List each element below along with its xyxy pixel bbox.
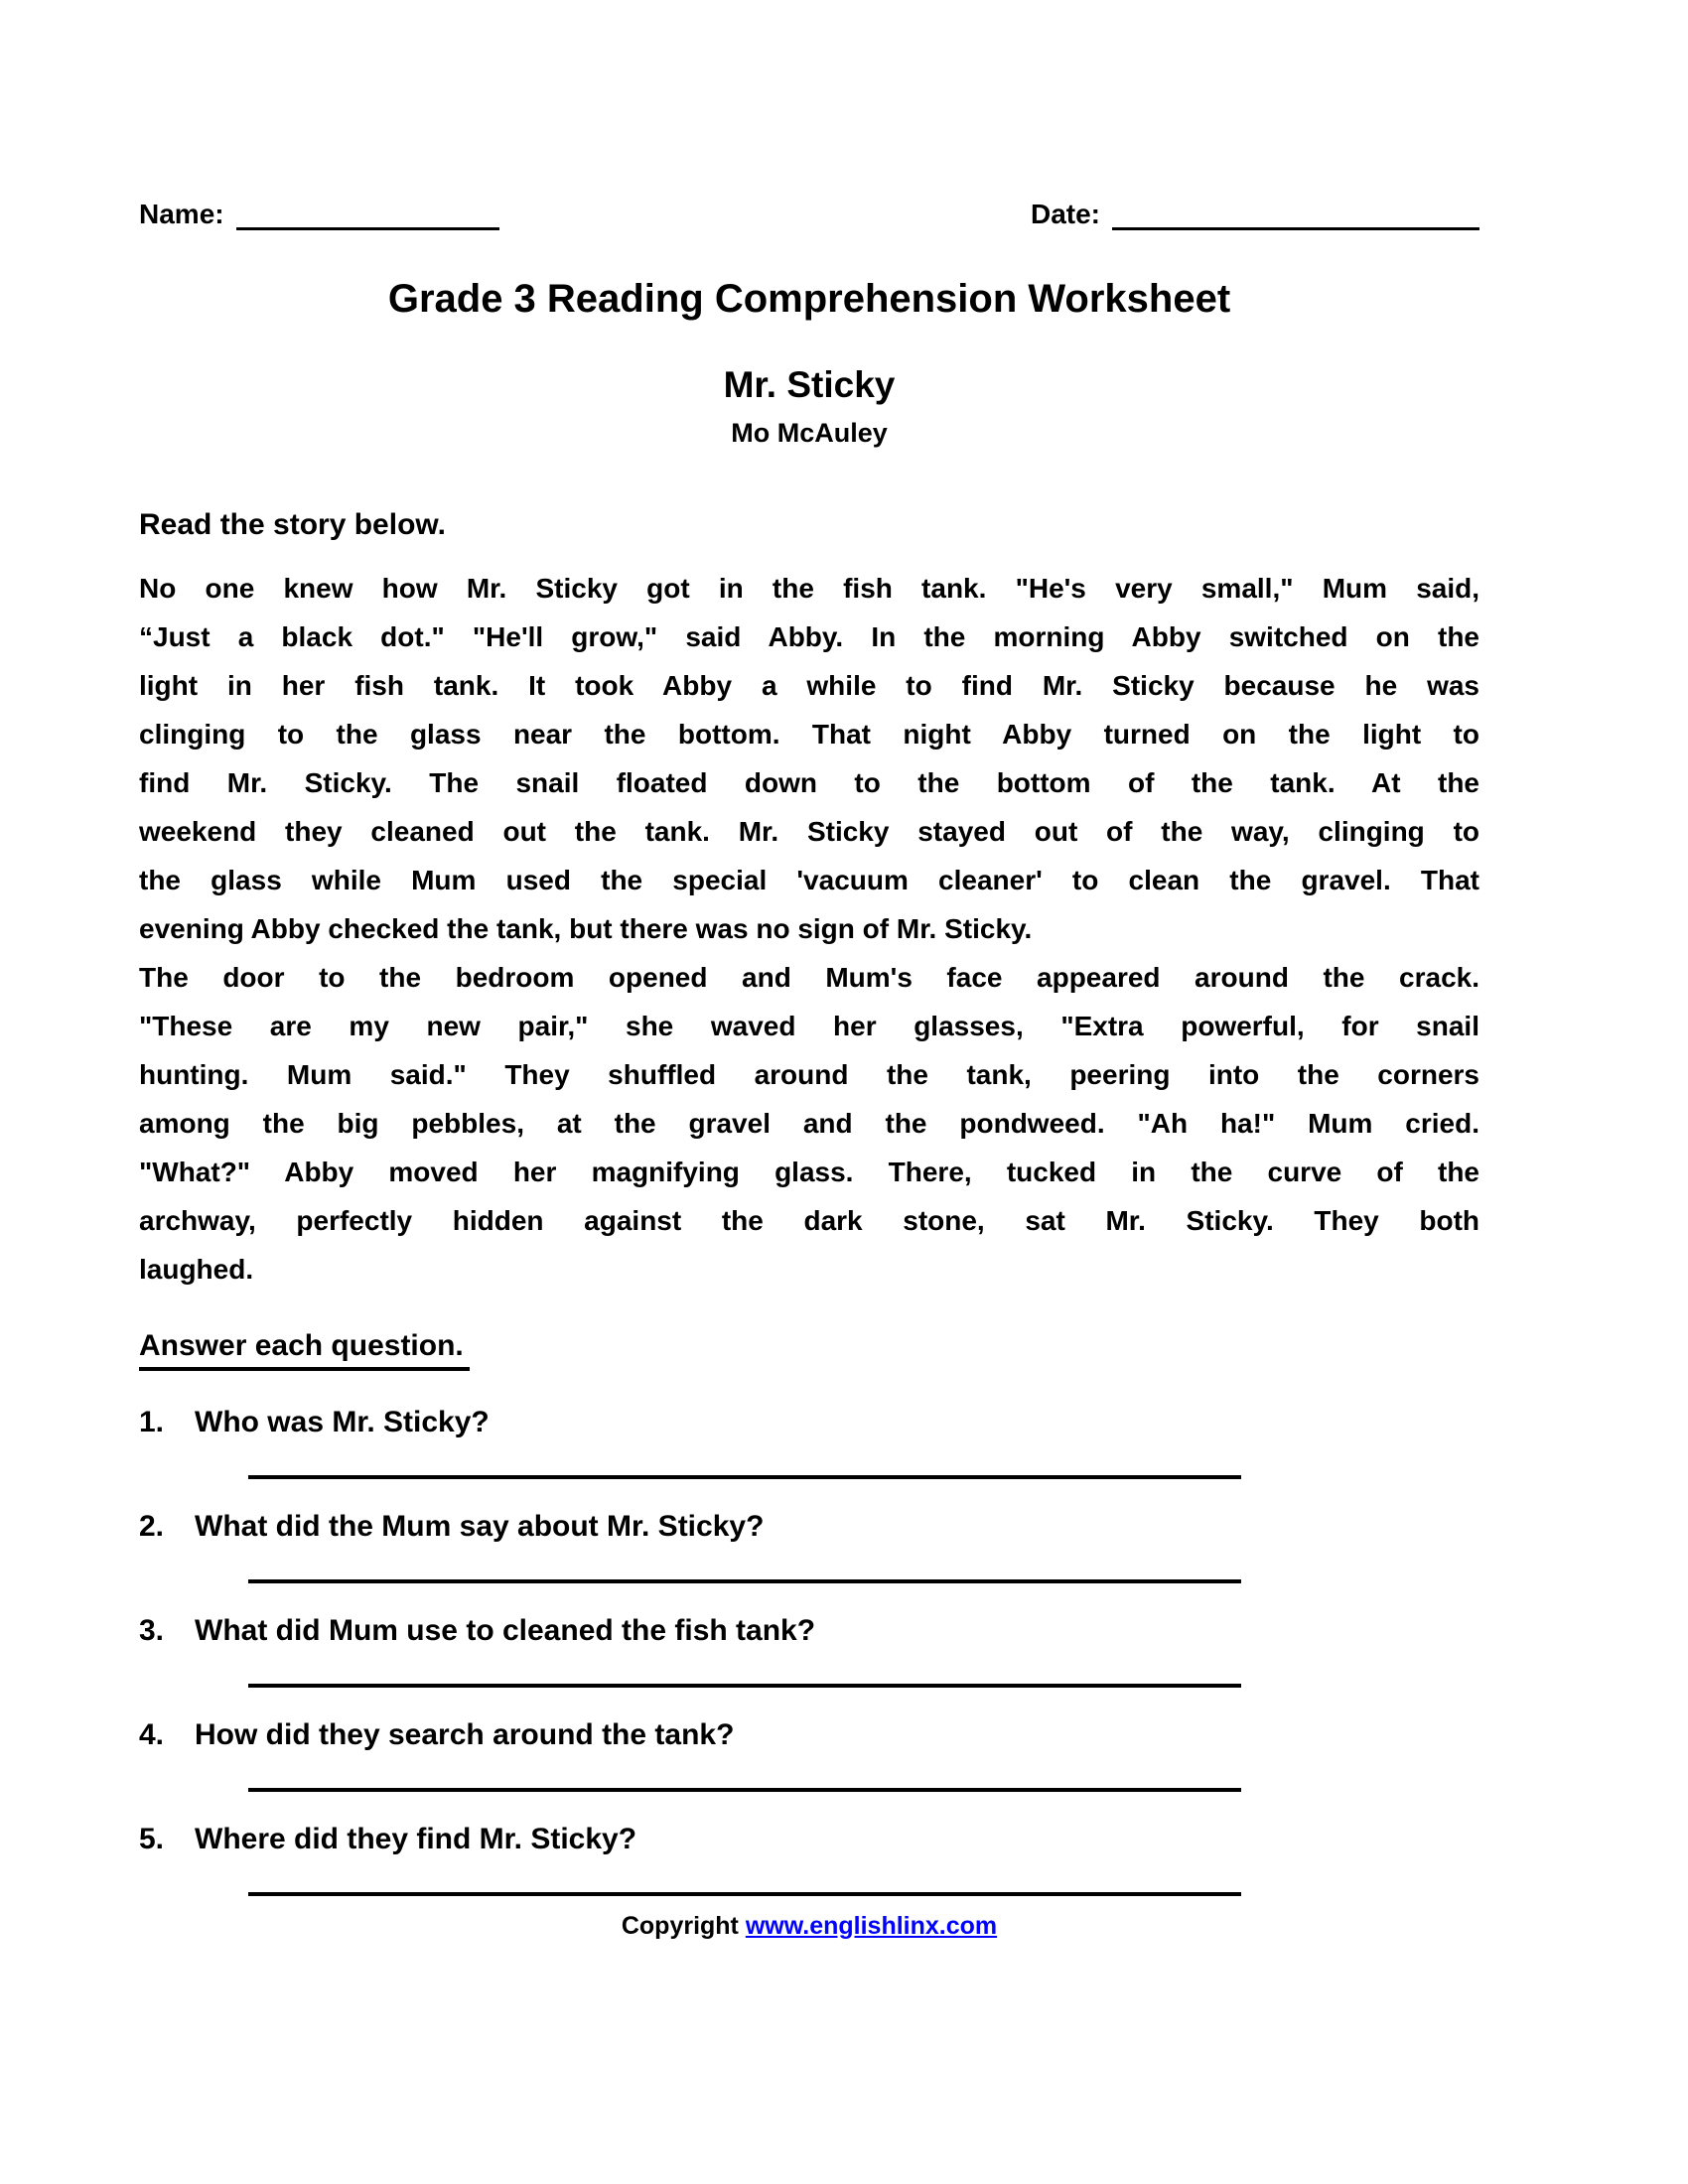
answer-blank-line-2 <box>248 1579 1241 1583</box>
question-text: What did Mum use to cleaned the fish tank? <box>195 1613 816 1647</box>
header-row <box>139 199 1479 230</box>
date-label: Date: <box>1030 199 1100 229</box>
answer-instruction: Answer each question. <box>139 1329 470 1371</box>
question-item-1 <box>139 1405 1479 1439</box>
story-line: evening Abby checked the tank, but there was no sign of Mr. Sticky. <box>139 912 1033 944</box>
story-line: archway, perfectly hidden against the dark stone, sat Mr. Sticky. They both <box>139 1204 1479 1236</box>
answer-blank-line-3 <box>248 1684 1241 1688</box>
story-line: “Just a black dot." "He'll grow," said Abby. In the morning Abby switched on the <box>139 620 1479 652</box>
story-title: Mr. Sticky <box>723 364 896 405</box>
question-number: 4. <box>139 1717 165 1751</box>
story-line: weekend they cleaned out the tank. Mr. Sticky stayed out of the way, clinging to <box>139 815 1479 847</box>
story-line: laughed. <box>139 1253 254 1285</box>
copyright-footer <box>139 1912 1479 1941</box>
question-item-5 <box>139 1822 1479 1856</box>
story-author: Mo McAuley <box>731 417 888 448</box>
name-label: Name: <box>139 199 224 229</box>
story-line: The door to the bedroom opened and Mum's face appeared around the crack. <box>139 961 1479 993</box>
story-line: "What?" Abby moved her magnifying glass. There, tucked in the curve of the <box>139 1156 1479 1187</box>
page-title: Grade 3 Reading Comprehension Worksheet <box>387 277 1231 321</box>
date-blank-line <box>1112 199 1479 230</box>
story-line: light in her fish tank. It took Abby a while to find Mr. Sticky because he was <box>139 669 1479 701</box>
answer-blank-line-5 <box>248 1892 1241 1896</box>
copyright-label: Copyright <box>621 1911 739 1940</box>
story-line: hunting. Mum said." They shuffled around the tank, peering into the corners <box>139 1058 1479 1090</box>
question-text: Who was Mr. Sticky? <box>195 1405 490 1438</box>
story-line: find Mr. Sticky. The snail floated down to the bottom of the tank. At the <box>139 766 1479 798</box>
question-number: 2. <box>139 1509 165 1543</box>
question-text: How did they search around the tank? <box>195 1717 735 1751</box>
answer-blank-line-4 <box>248 1788 1241 1792</box>
question-text: What did the Mum say about Mr. Sticky? <box>195 1509 765 1543</box>
questions-list <box>139 1405 1479 1896</box>
story-text <box>139 564 1479 1294</box>
read-instruction: Read the story below. <box>139 507 446 541</box>
story-line: clinging to the glass near the bottom. That night Abby turned on the light to <box>139 718 1479 750</box>
date-field <box>1031 199 1479 230</box>
question-item-4 <box>139 1717 1479 1752</box>
question-number: 5. <box>139 1822 165 1855</box>
story-line: No one knew how Mr. Sticky got in the fish tank. "He's very small," Mum said, <box>139 572 1479 604</box>
name-blank-line <box>236 199 499 230</box>
question-number: 3. <box>139 1613 165 1647</box>
question-number: 1. <box>139 1405 165 1438</box>
question-item-2 <box>139 1509 1479 1544</box>
copyright-link[interactable]: www.englishlinx.com <box>745 1911 998 1940</box>
question-text: Where did they find Mr. Sticky? <box>195 1822 637 1855</box>
name-field <box>139 199 499 230</box>
answer-blank-line-1 <box>248 1475 1241 1479</box>
story-line: the glass while Mum used the special 'vacuum cleaner' to clean the gravel. That <box>139 864 1479 895</box>
story-line: "These are my new pair," she waved her glasses, "Extra powerful, for snail <box>139 1010 1479 1041</box>
story-line: among the big pebbles, at the gravel and the pondweed. "Ah ha!" Mum cried. <box>139 1107 1479 1139</box>
question-item-3 <box>139 1613 1479 1648</box>
answer-instruction-wrap <box>139 1329 1479 1371</box>
